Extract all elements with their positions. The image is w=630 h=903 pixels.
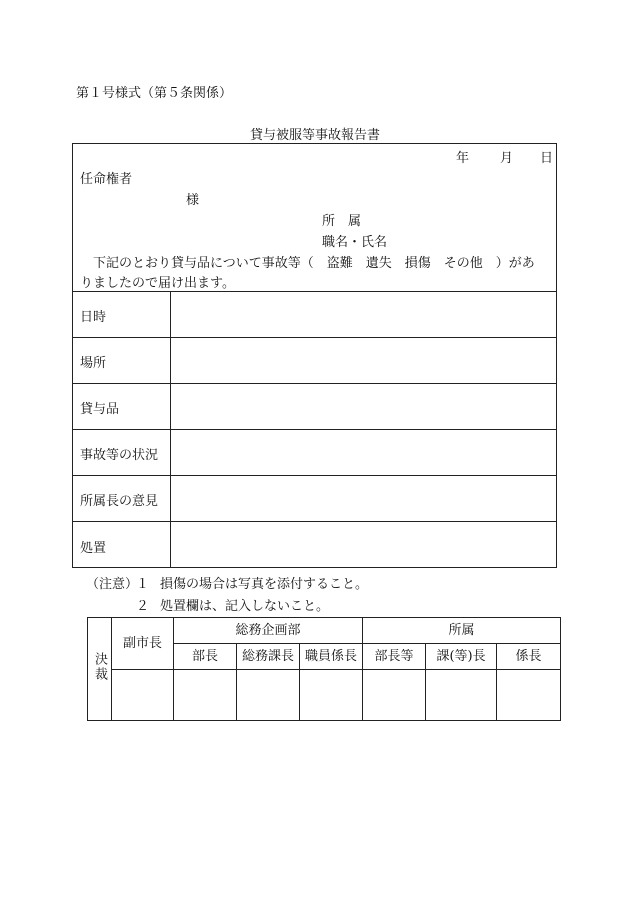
document-title: 貸与被服等事故報告書 (249, 128, 380, 143)
label-column-divider (170, 291, 171, 568)
dept-group-header: 総務企画部 (174, 618, 363, 644)
statement-line-2: りましたので届け出ます。 (80, 276, 235, 291)
stamp-cell[interactable] (237, 670, 300, 721)
note-number-2: ２ (136, 599, 150, 614)
date-day-label: 日 (540, 151, 554, 166)
affiliation-label: 所 属 (322, 214, 362, 229)
statement-line-1: 下記のとおり貸与品について事故等（ 盗難 遺失 損傷 その他 ）があ (93, 256, 535, 271)
row-divider (72, 291, 557, 292)
note-text-1: 損傷の場合は写真を添付すること。 (160, 577, 369, 592)
row-label-loaned-item: 貸与品 (80, 402, 120, 417)
stamp-cell-vice-mayor[interactable] (112, 670, 174, 721)
stamp-cell[interactable] (300, 670, 363, 721)
row-divider (72, 475, 557, 476)
note-text-2: 処置欄は、記入しないこと。 (160, 599, 330, 614)
date-month-label: 月 (500, 151, 514, 166)
stamp-cell[interactable] (174, 670, 237, 721)
appointer-label: 任命権者 (80, 172, 133, 187)
approval-kessai-label: 決裁 (92, 652, 107, 682)
row-divider (72, 429, 557, 430)
row-label-place: 場所 (80, 356, 107, 371)
date-year-label: 年 (456, 151, 470, 166)
affiliation-group-header: 所属 (363, 618, 561, 644)
row-divider (72, 337, 557, 338)
form-number: 第１号様式（第５条関係） (76, 86, 233, 101)
row-label-disposition: 処置 (80, 541, 107, 556)
row-label-datetime: 日時 (80, 310, 107, 325)
affil-col-header: 係長 (497, 644, 561, 670)
row-label-incident-status: 事故等の状況 (80, 448, 159, 463)
row-divider (72, 521, 557, 522)
dept-col-header: 職員係長 (300, 644, 363, 670)
affil-col-header: 部長等 (363, 644, 426, 670)
row-label-supervisor-opinion: 所属長の意見 (80, 494, 159, 509)
stamp-cell[interactable] (497, 670, 561, 721)
stamp-cell[interactable] (426, 670, 497, 721)
dept-col-header: 部長 (174, 644, 237, 670)
name-label: 職名・氏名 (322, 235, 388, 250)
note-number-1: １ (136, 577, 150, 592)
stamp-cell[interactable] (363, 670, 426, 721)
approval-kessai-cell (88, 618, 112, 721)
notes-prefix: （注意） (86, 577, 139, 592)
row-divider (72, 383, 557, 384)
vice-mayor-header: 副市長 (112, 618, 174, 670)
approval-table (87, 617, 561, 721)
affil-col-header: 課(等)長 (426, 644, 497, 670)
dept-col-header: 総務課長 (237, 644, 300, 670)
honorific-sama: 様 (186, 193, 200, 208)
